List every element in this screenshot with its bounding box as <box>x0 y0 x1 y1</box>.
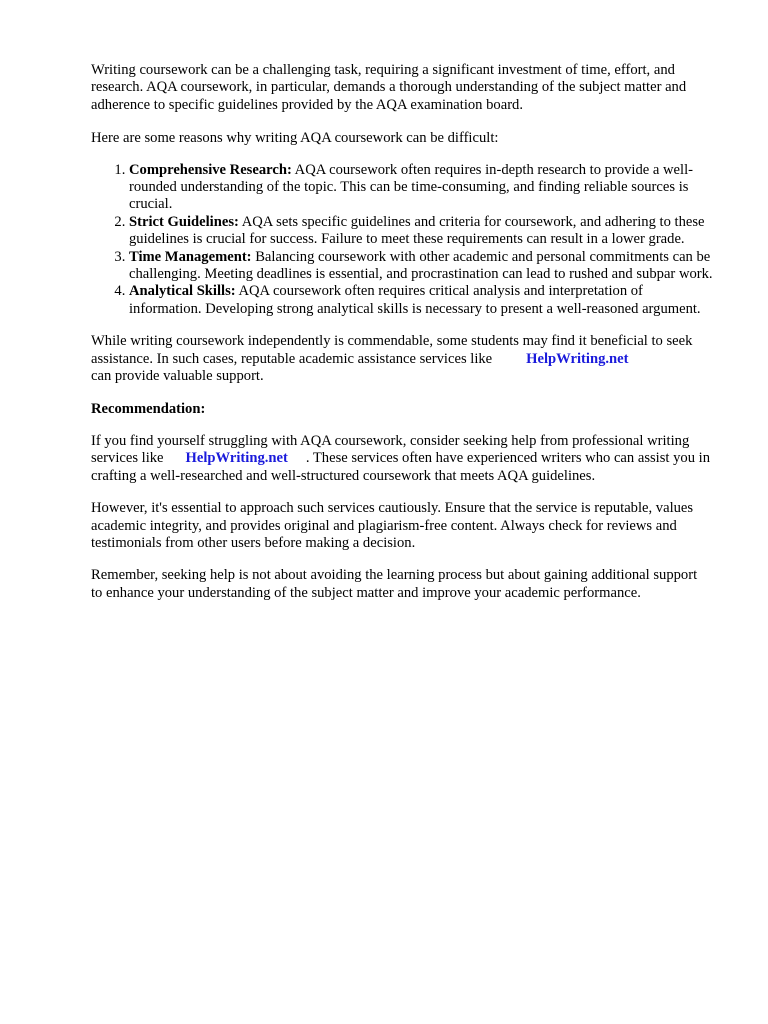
helpwriting-link[interactable]: HelpWriting.net <box>185 450 288 467</box>
list-item <box>129 283 713 318</box>
reason-title: Time Management: <box>129 248 252 265</box>
recommendation-heading: Recommendation: <box>91 400 206 417</box>
recommendation-text-after: . These services often have experienced writers who can assist you in crafting a well-researched and well-structured coursework that meets AQA guidelines. <box>91 450 711 484</box>
document-page <box>91 62 723 602</box>
reason-title: Comprehensive Research: <box>129 161 292 178</box>
reasons-intro-paragraph: Here are some reasons why writing AQA coursework can be difficult: <box>91 130 499 147</box>
list-item <box>129 249 713 284</box>
reason-title: Analytical Skills: <box>129 283 236 300</box>
recommendation-paragraph <box>91 433 723 485</box>
caution-paragraph: However, it's essential to approach such services cautiously. Ensure that the service is reputable, values academic integrity, and provides original and plagiarism-free content. Always check for reviews and testimonials from other users before making a decision. <box>91 500 694 551</box>
intro-paragraph: Writing coursework can be a challenging task, requiring a significant investment of time, effort, and research. AQA coursework, in particular, demands a thorough understanding of the subject matter and adherence to specific guidelines provided by the AQA examination board. <box>91 62 687 113</box>
helpwriting-link[interactable]: HelpWriting.net <box>526 350 629 367</box>
reason-text: AQA coursework often requires critical analysis and interpretation of information. Developing strong analytical skills is necessary to present a well-reasoned argument. <box>129 283 701 317</box>
reason-text: AQA sets specific guidelines and criteria for coursework, and adhering to these guidelines is crucial for success. Failure to meet these requirements can result in a lower grade. <box>129 213 705 248</box>
reason-text: Balancing coursework with other academic and personal commitments can be challenging. Meeting deadlines is essential, and procrastination can lead to rushed and subpar work. <box>129 248 713 283</box>
recommendation-text-before: If you find yourself struggling with AQA coursework, consider seeking help from professional writing services like <box>91 432 690 467</box>
assistance-text-before: While writing coursework independently is commendable, some students may find it beneficial to seek assistance. In such cases, reputable academic assistance services like <box>91 333 693 367</box>
list-item <box>129 162 713 214</box>
assistance-paragraph <box>91 333 711 385</box>
reason-text: AQA coursework often requires in-depth research to provide a well-rounded understanding of the topic. This can be time-consuming, and finding reliable sources is crucial. <box>129 161 694 213</box>
reason-title: Strict Guidelines: <box>129 213 239 230</box>
assistance-text-after: can provide valuable support. <box>91 368 264 385</box>
reasons-list <box>91 162 713 319</box>
list-item <box>129 214 713 249</box>
closing-paragraph: Remember, seeking help is not about avoiding the learning process but about gaining additional support to enhance your understanding of the subject matter and improve your academic performance. <box>91 567 698 601</box>
